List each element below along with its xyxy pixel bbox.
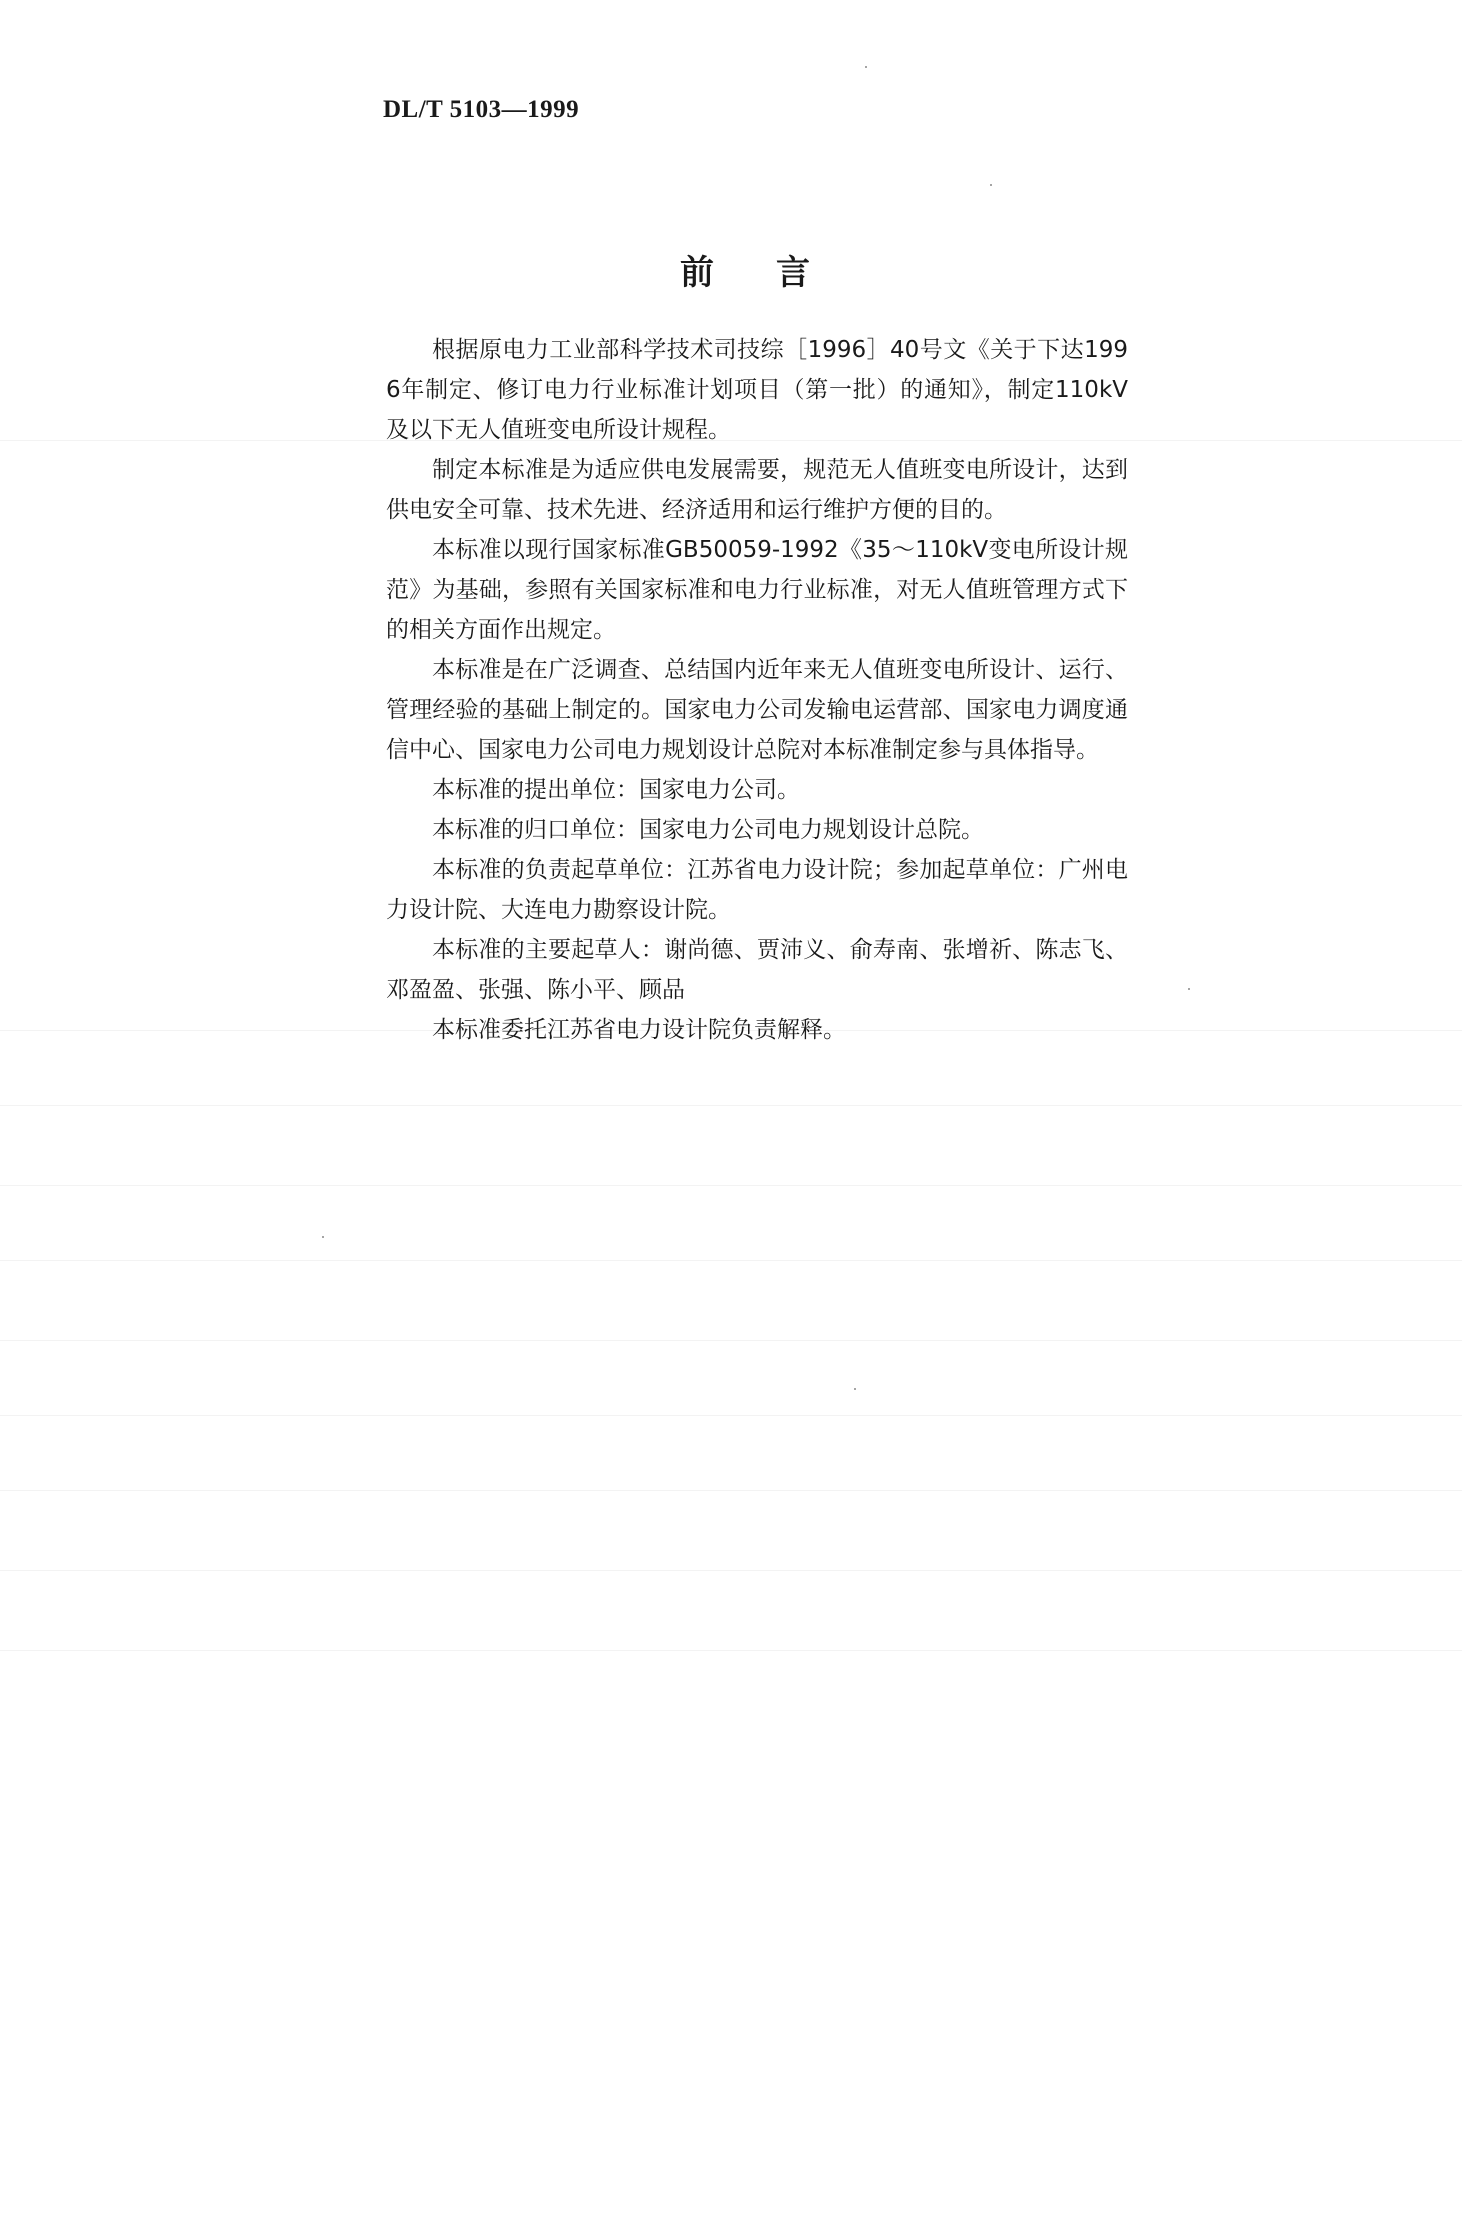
standard-code: DL/T 5103—1999 [383,96,580,123]
paragraph-drafting-units: 本标准的负责起草单位：江苏省电力设计院；参加起草单位：广州电力设计院、大连电力勘察设计院。 [386,857,1128,923]
paragraph-background: 本标准是在广泛调查、总结国内近年来无人值班变电所设计、运行、管理经验的基础上制定的。国家电力公司发输电运营部、国家电力调度通信中心、国家电力公司电力规划设计总院对本标准制定参与具体指导。 [386,657,1128,763]
paragraph-reference: 本标准以现行国家标准GB50059-1992《35～110kV变电所设计规范》为基础，参照有关国家标准和电力行业标准，对无人值班管理方式下的相关方面作出规定。 [386,537,1128,643]
paragraph-administrator: 本标准的归口单位：国家电力公司电力规划设计总院。 [432,817,984,843]
paragraph-proposer: 本标准的提出单位：国家电力公司。 [432,777,800,803]
foreword-body [386,330,1128,1050]
paragraph-interpretation: 本标准委托江苏省电力设计院负责解释。 [432,1017,846,1043]
paragraph-purpose: 制定本标准是为适应供电发展需要，规范无人值班变电所设计，达到供电安全可靠、技术先进、经济适用和运行维护方便的目的。 [386,457,1128,523]
paragraph-drafters: 本标准的主要起草人：谢尚德、贾沛义、俞寿南、张增祈、陈志飞、邓盈盈、张强、陈小平、顾品 [386,937,1128,1003]
page-title: 前言 [680,252,872,293]
paragraph-basis: 根据原电力工业部科学技术司技综［1996］40号文《关于下达1996年制定、修订电力行业标准计划项目（第一批）的通知》，制定110kV及以下无人值班变电所设计规程。 [386,337,1128,443]
